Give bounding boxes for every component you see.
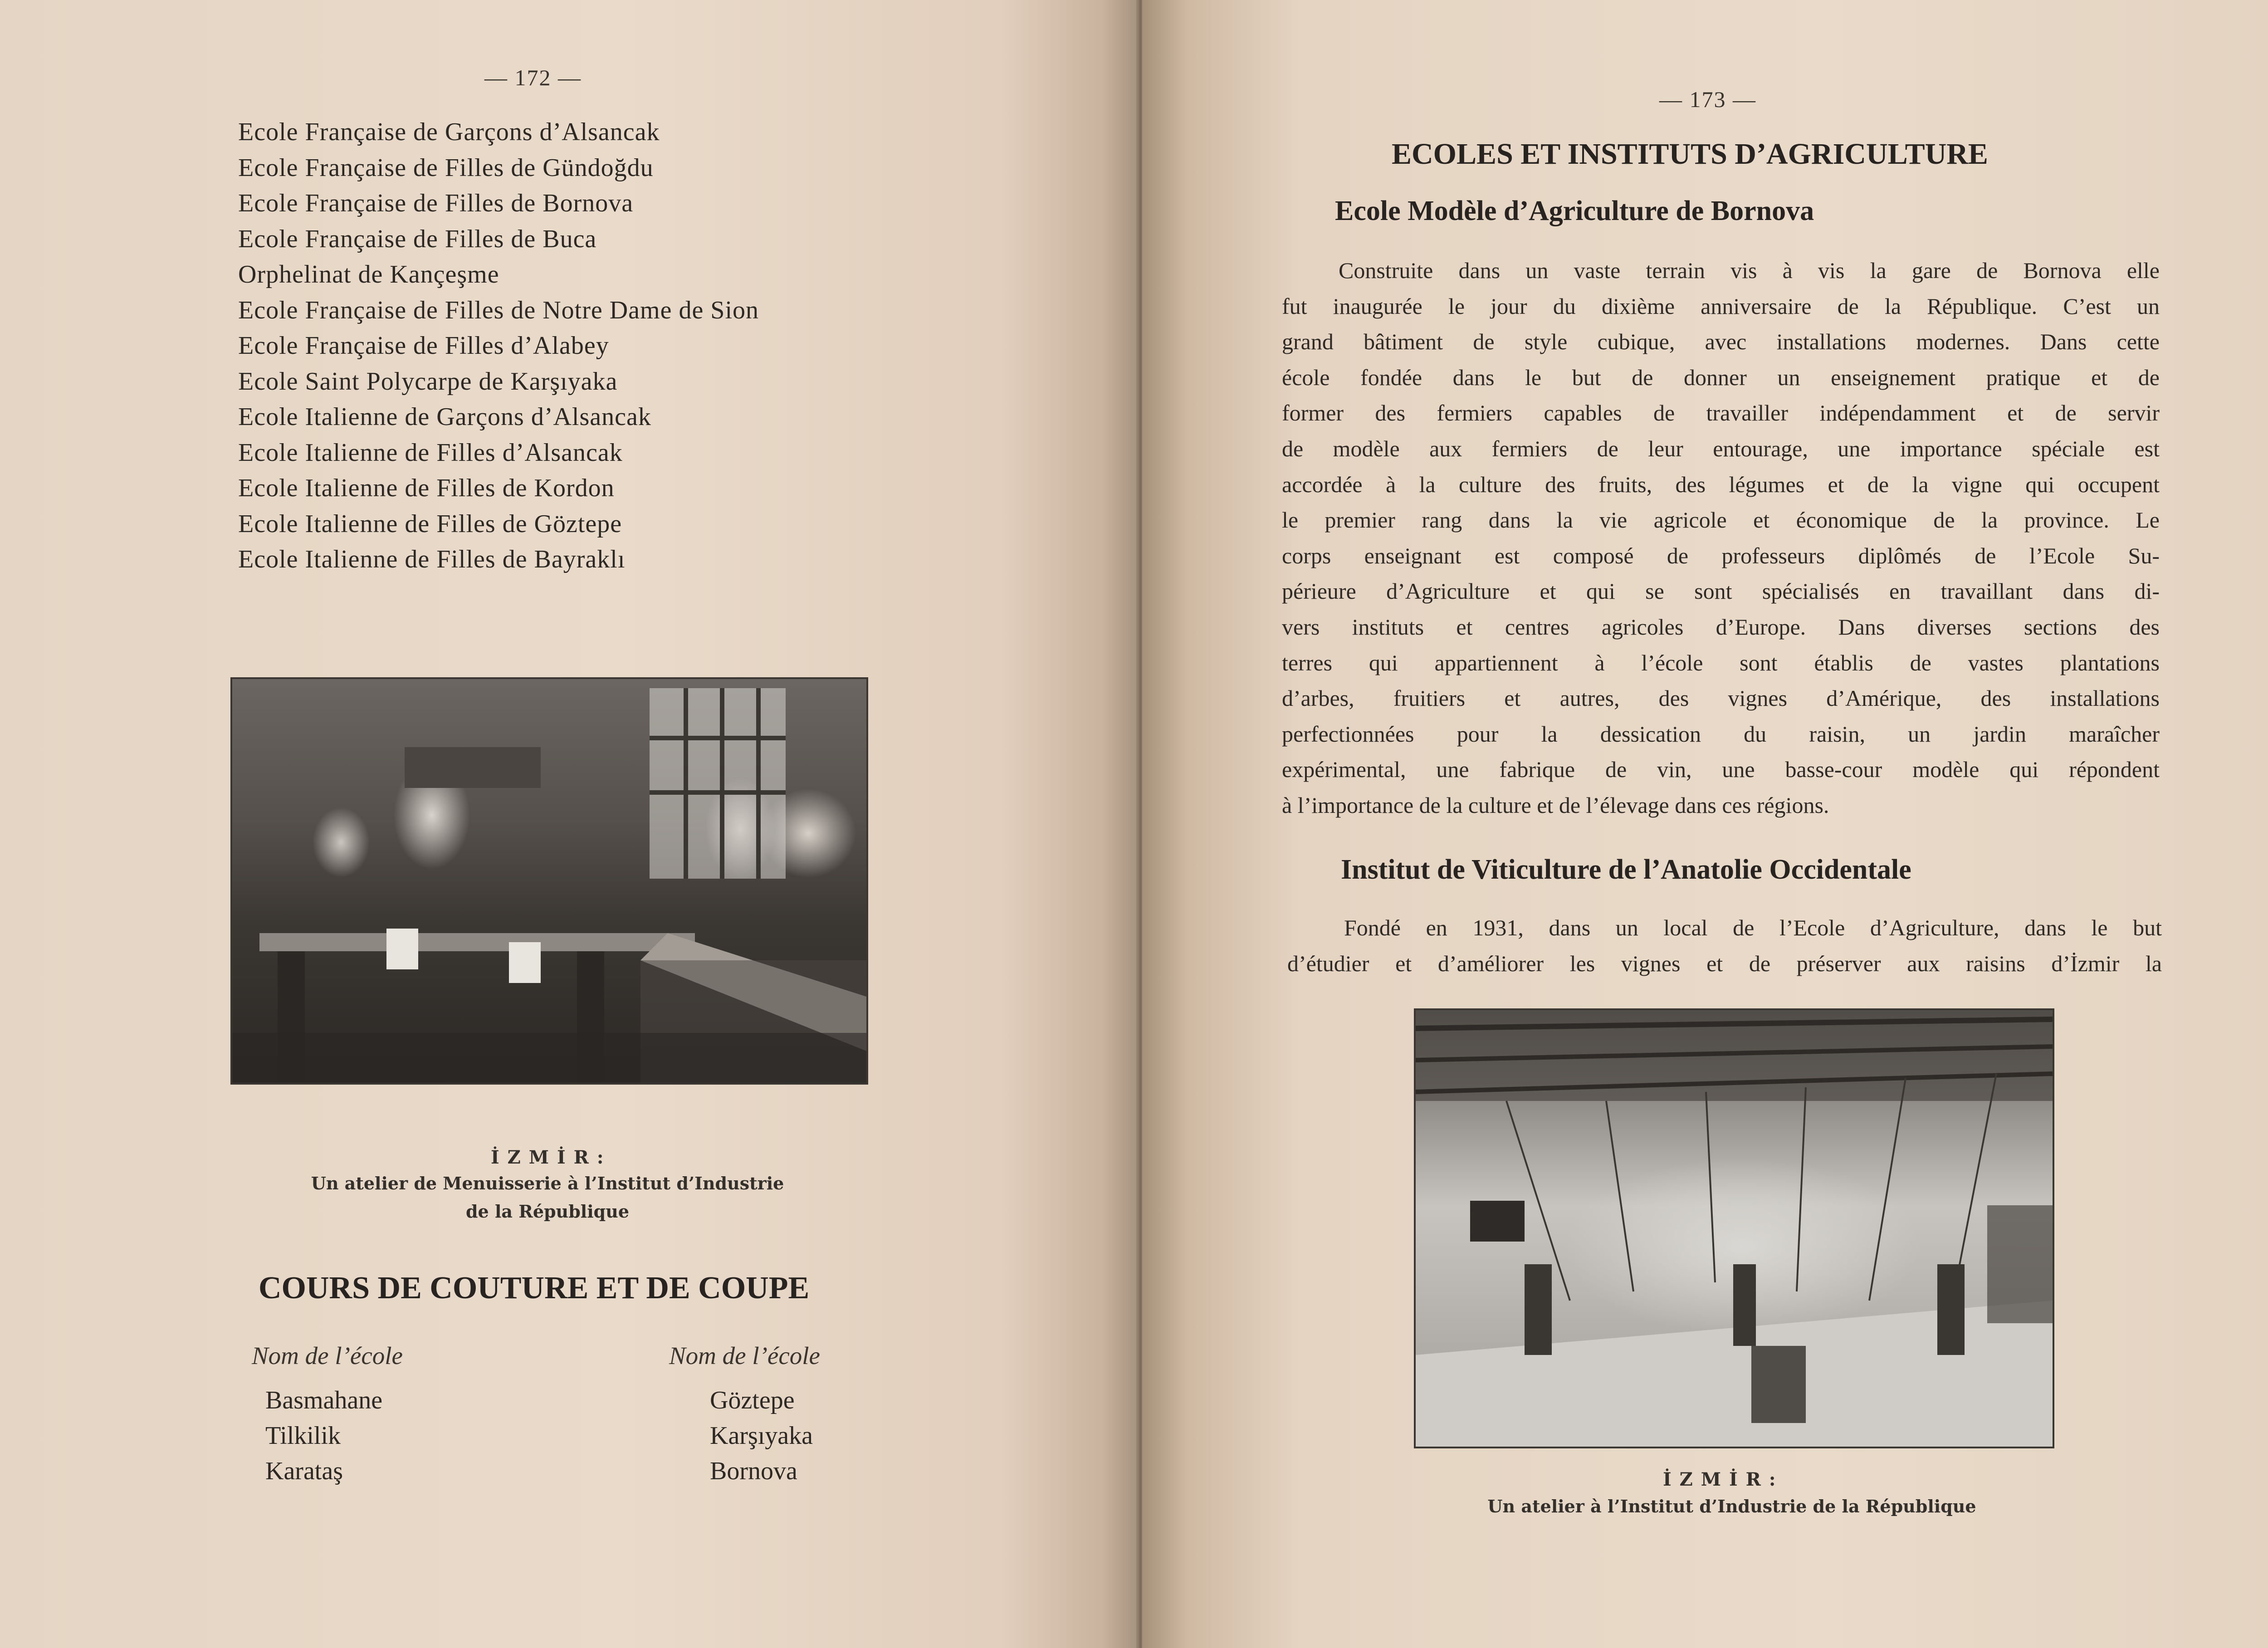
list-item: Ecole Italienne de Filles de Bayraklı xyxy=(238,545,626,573)
table-cell: Basmahane xyxy=(265,1386,383,1414)
list-item: Ecole Française de Garçons d’Alsancak xyxy=(238,118,660,146)
text-line: le premier rang dans la vie agricole et économique de la province. Le xyxy=(1282,507,2160,533)
text-line: école fondée dans le but de donner un enseignement pratique et de xyxy=(1282,364,2160,390)
text-line: vers instituts et centres agricoles d’Europe. Dans diverses sections des xyxy=(1282,614,2160,640)
carpentry-workshop-photo xyxy=(230,677,868,1085)
list-item: Ecole Italienne de Filles d’Alsancak xyxy=(238,438,623,467)
text-line: de modèle aux fermiers de leur entourage, une importance spéciale est xyxy=(1282,435,2160,461)
list-item: Ecole Française de Filles de Buca xyxy=(238,225,597,253)
photo-caption-city-right: İ Z M İ R : xyxy=(1663,1469,1777,1490)
text-line: accordée à la culture des fruits, des légumes et de la vigne qui occupent xyxy=(1282,471,2160,497)
list-item: Ecole Française de Filles de Bornova xyxy=(238,189,634,217)
photo-caption-line2-left: de la République xyxy=(465,1201,630,1222)
text-line: périeure d’Agriculture et qui se sont spécialisés en travaillant dans di- xyxy=(1282,578,2160,604)
photo-caption-line1-left: Un atelier de Menuisserie à l’Institut d’Industrie xyxy=(311,1173,784,1193)
paragraph-viticulture xyxy=(1287,910,2162,981)
workshop-illustration xyxy=(232,679,866,1083)
column-header-2: Nom de l’école xyxy=(669,1342,820,1369)
list-item: Ecole Italienne de Filles de Kordon xyxy=(238,474,615,502)
industry-workshop-photo xyxy=(1414,1008,2054,1448)
text-line: d’arbes, fruitiers et autres, des vignes d’Amérique, des installations xyxy=(1282,685,2160,711)
list-item: Orphelinat de Kançeşme xyxy=(238,260,499,289)
text-line: terres qui appartiennent à l’école sont établis de vastes plantations xyxy=(1282,650,2160,675)
list-item: Ecole Française de Filles d’Alabey xyxy=(238,332,609,360)
text-line: grand bâtiment de style cubique, avec installations modernes. Dans cette xyxy=(1282,329,2160,355)
photo-caption-city-left: İ Z M İ R : xyxy=(491,1147,605,1168)
main-heading-agriculture: ECOLES ET INSTITUTS D’AGRICULTURE xyxy=(1392,137,1988,171)
table-cell: Karataş xyxy=(265,1457,343,1485)
table-cell: Karşıyaka xyxy=(710,1422,813,1450)
text-line: expérimental, une fabrique de vin, une basse-cour modèle qui répondent xyxy=(1282,757,2160,782)
page-number-right: — 173 — xyxy=(1659,87,1756,112)
table-cell: Tilkilik xyxy=(265,1422,341,1450)
text-line: Construite dans un vaste terrain vis à vis la gare de Bornova elle xyxy=(1339,258,2160,283)
page-number-left: — 172 — xyxy=(484,65,582,90)
photo-caption-line1-right: Un atelier à l’Institut d’Industrie de la République xyxy=(1487,1496,1976,1516)
workshop-machinery-illustration xyxy=(1416,1010,2053,1447)
school-column-2 xyxy=(710,1383,813,1489)
section-heading-bornova: Ecole Modèle d’Agriculture de Bornova xyxy=(1335,196,1814,226)
text-line: d’étudier et d’améliorer les vignes et de préserver aux raisins d’İzmir la xyxy=(1287,950,2162,976)
section-heading-viticulture: Institut de Viticulture de l’Anatolie Occidentale xyxy=(1341,854,1911,885)
table-cell: Göztepe xyxy=(710,1386,795,1414)
column-header-1: Nom de l’école xyxy=(252,1342,403,1369)
list-item: Ecole Française de Filles de Gündoğdu xyxy=(238,153,654,182)
section-heading-couture: COURS DE COUTURE ET DE COUPE xyxy=(259,1271,810,1306)
list-item: Ecole Italienne de Garçons d’Alsancak xyxy=(238,403,651,431)
list-item: Ecole Italienne de Filles de Göztepe xyxy=(238,509,622,538)
text-line: perfectionnées pour la dessication du raisin, un jardin maraîcher xyxy=(1282,721,2160,747)
list-item: Ecole Saint Polycarpe de Karşıyaka xyxy=(238,367,618,396)
text-line: à l’importance de la culture et de l’élevage dans ces régions. xyxy=(1282,792,1829,818)
text-line: Fondé en 1931, dans un local de l’Ecole d’Agriculture, dans le but xyxy=(1344,915,2162,940)
paragraph-bornova xyxy=(1282,253,2160,823)
right-page xyxy=(1142,0,2268,1648)
text-line: fut inaugurée le jour du dixième anniversaire de la République. C’est un xyxy=(1282,293,2160,319)
text-line: former des fermiers capables de travailler indépendamment et de servir xyxy=(1282,400,2160,426)
table-cell: Bornova xyxy=(710,1457,797,1485)
school-list xyxy=(238,114,759,577)
school-column-1 xyxy=(265,1383,382,1489)
text-line: corps enseignant est composé de professeurs diplômés de l’Ecole Su- xyxy=(1282,543,2160,568)
list-item: Ecole Française de Filles de Notre Dame de Sion xyxy=(238,296,759,324)
